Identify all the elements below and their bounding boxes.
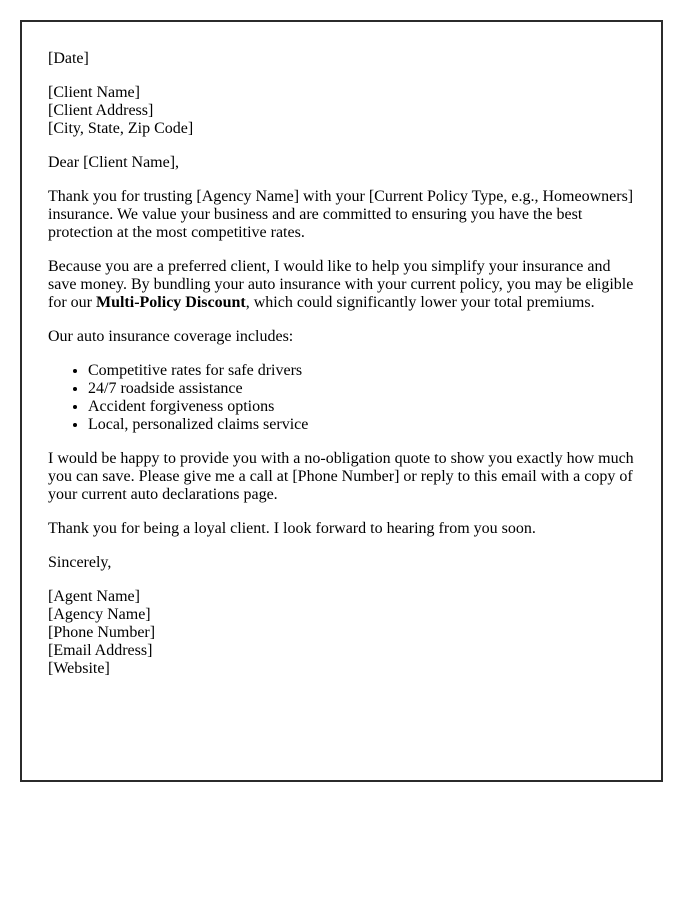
recipient-name: [Client Name] xyxy=(48,84,140,101)
signature-website: [Website] xyxy=(48,660,110,677)
recipient-address: [Client Address] xyxy=(48,102,154,119)
offer-text-after: , which could significantly lower your total premiums. xyxy=(245,294,595,311)
paragraph-intro: Thank you for trusting [Agency Name] with your [Current Policy Type, e.g., Homeowners] insurance. We value your business and are committed to ensuring you have the best protection at the most competitive rates. xyxy=(48,188,634,241)
signature-block xyxy=(48,588,635,678)
recipient-block xyxy=(48,84,635,138)
list-item-roadside-assistance: • 24/7 roadside assistance xyxy=(88,380,635,398)
list-item-claims-service: • Local, personalized claims service xyxy=(88,416,635,434)
multi-policy-discount-bold: Multi-Policy Discount xyxy=(95,294,246,311)
signature-email-address: [Email Address] xyxy=(48,642,153,659)
closing-line: Sincerely, xyxy=(48,554,112,571)
offer-text-before: Because you are a preferred client, I would like to help you simplify your insurance and save money. By bundling your auto insurance with your current policy, you may be eligible for our xyxy=(48,258,634,311)
salutation-line: Dear [Client Name], xyxy=(48,154,180,171)
signature-phone-number: [Phone Number] xyxy=(48,624,156,641)
coverage-list xyxy=(48,362,635,434)
list-item-competitive-rates: • Competitive rates for safe drivers xyxy=(88,362,635,380)
signature-agency-name: [Agency Name] xyxy=(48,606,151,623)
paragraph-coverage-intro: Our auto insurance coverage includes: xyxy=(48,328,294,345)
letter-document xyxy=(20,20,663,782)
paragraph-loyalty-thanks: Thank you for being a loyal client. I look forward to hearing from you soon. xyxy=(48,520,536,537)
recipient-city-state-zip: [City, State, Zip Code] xyxy=(48,120,194,137)
signature-agent-name: [Agent Name] xyxy=(48,588,140,605)
paragraph-offer xyxy=(48,258,635,312)
paragraph-quote-offer: I would be happy to provide you with a no-obligation quote to show you exactly how much you can save. Please give me a call at [Phone Number] or reply to this email with a copy of your current auto declarations page. xyxy=(48,450,634,503)
date-line: [Date] xyxy=(48,50,89,67)
list-item-accident-forgiveness: • Accident forgiveness options xyxy=(88,398,635,416)
